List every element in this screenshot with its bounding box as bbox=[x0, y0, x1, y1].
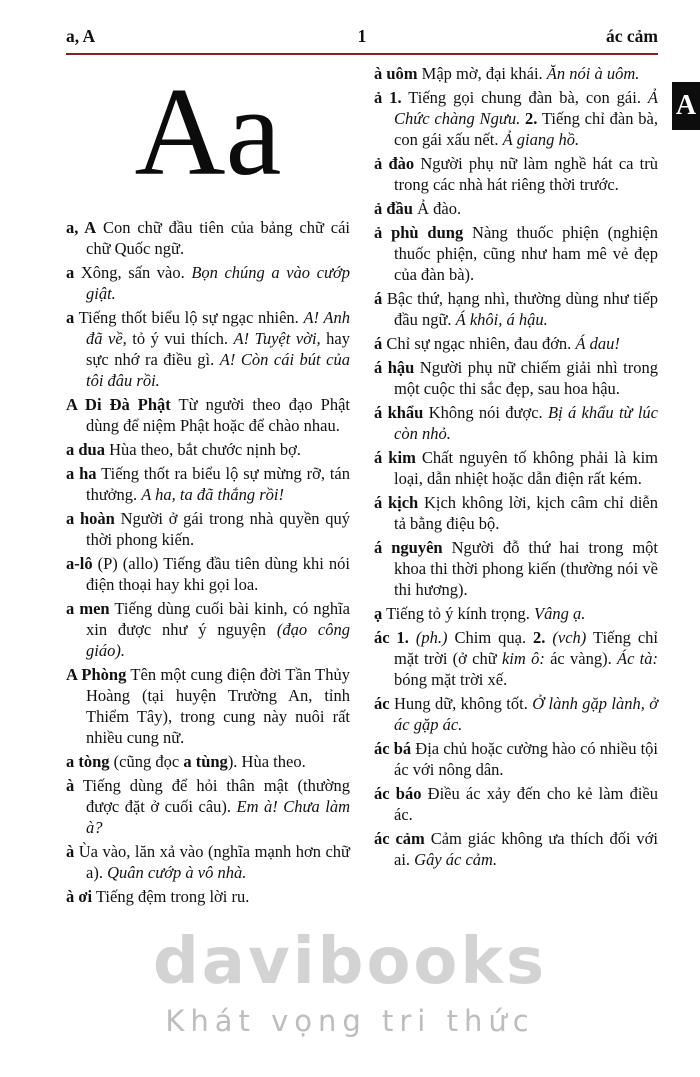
headword: á kịch bbox=[374, 493, 419, 512]
headword: a tòng bbox=[66, 751, 110, 771]
headword: a ha bbox=[66, 463, 97, 483]
dictionary-entry bbox=[66, 394, 350, 436]
definition-text: Người ở gái trong nhà quyền quý thời phong kiến. bbox=[86, 508, 350, 549]
definition-text: Ùa vào, lăn xả vào (nghĩa mạnh hơn chữ a). bbox=[74, 841, 350, 882]
headword: ác bá bbox=[374, 739, 412, 758]
dictionary-entry bbox=[66, 463, 350, 505]
definition-text: Xông, sấn vào. bbox=[74, 262, 192, 282]
definition-text: Chỉ sự ngạc nhiên, đau đớn. bbox=[382, 334, 576, 353]
headword: a tùng bbox=[183, 751, 228, 771]
dictionary-entry bbox=[374, 222, 658, 285]
headword: ả đào bbox=[374, 154, 415, 173]
headword: a bbox=[66, 307, 75, 327]
headword: á nguyên bbox=[374, 538, 443, 557]
guide-word-left: a, A bbox=[66, 26, 96, 46]
headword: ác 1. bbox=[374, 628, 409, 647]
example-text: Gây ác cảm. bbox=[414, 850, 498, 869]
example-text: A! Còn cái bút của tôi đâu rồi. bbox=[86, 349, 350, 390]
column-left bbox=[66, 63, 350, 910]
headword: à bbox=[66, 841, 75, 861]
dictionary-entry bbox=[66, 886, 350, 907]
definition-text: Tên một cung điện đời Tần Thủy Hoàng (tại huyện Trường An, tỉnh Thiểm Tây), trong cung này nuôi rất nhiều cung nữ. bbox=[86, 664, 350, 747]
definition-text: Con chữ đầu tiên của bảng chữ cái chữ Quốc ngữ. bbox=[86, 217, 350, 258]
definition-text: Điều ác xảy đến cho kẻ làm điều ác. bbox=[394, 784, 658, 824]
definition-text: Người phụ nữ làm nghề hát ca trù trong các nhà hát riêng thời trước. bbox=[394, 154, 658, 194]
dictionary-entry bbox=[66, 508, 350, 550]
dictionary-entry bbox=[374, 627, 658, 690]
headword: a hoàn bbox=[66, 508, 115, 528]
dictionary-entry bbox=[66, 775, 350, 838]
headword: ạ bbox=[374, 604, 383, 623]
definition-text: Tiếng dùng cuối bài kinh, có nghĩa xin được như ý nguyện bbox=[86, 598, 350, 639]
headword: á bbox=[374, 334, 383, 353]
watermark-logo: davibooks bbox=[152, 925, 548, 999]
column-right bbox=[374, 63, 658, 910]
definition-text: Chim quạ. bbox=[447, 628, 534, 647]
example-text: (ph.) bbox=[415, 628, 448, 647]
definition-text: (P) (allo) Tiếng đầu tiên dùng khi nói điện thoại hay khi gọi loa. bbox=[86, 553, 350, 594]
example-text: Ả giang hồ. bbox=[502, 130, 580, 149]
dictionary-entry bbox=[374, 492, 658, 534]
headword: ác báo bbox=[374, 784, 422, 803]
dictionary-entry bbox=[66, 598, 350, 661]
dictionary-entry bbox=[374, 402, 658, 444]
headword: ác bbox=[374, 694, 390, 713]
example-text: Ác tà: bbox=[616, 649, 658, 668]
dictionary-entry bbox=[66, 217, 350, 259]
headword: a dua bbox=[66, 439, 105, 459]
definition-text: Tiếng chỉ đàn bà, con gái xấu nết. bbox=[394, 109, 658, 149]
dictionary-entry bbox=[374, 357, 658, 399]
headword: 2. bbox=[533, 628, 546, 647]
example-text: Á dau! bbox=[575, 334, 620, 353]
headword: a-lô bbox=[66, 553, 93, 573]
dictionary-entry bbox=[374, 693, 658, 735]
definition-text: Cảm giác không ưa thích đối với ai. bbox=[394, 829, 658, 869]
definition-text: ). Hùa theo. bbox=[227, 751, 306, 771]
dictionary-entry bbox=[66, 553, 350, 595]
dictionary-entry bbox=[66, 439, 350, 460]
headword: 2. bbox=[520, 109, 538, 128]
headword: à ơi bbox=[66, 886, 93, 906]
dictionary-entry bbox=[374, 738, 658, 780]
example-text: Á khôi, á hậu. bbox=[455, 310, 548, 329]
example-text: Ở lành gặp lành, ở ác gặp ác. bbox=[394, 694, 658, 734]
example-text: Quân cướp à vô nhà. bbox=[107, 862, 247, 882]
headword: ác cảm bbox=[374, 829, 425, 848]
definition-text: Hung dữ, không tốt. bbox=[389, 694, 533, 713]
headword: ả đầu bbox=[374, 199, 413, 218]
thumb-tab-letter: A bbox=[675, 90, 697, 121]
headword: á bbox=[374, 289, 383, 308]
headword: ả phù dung bbox=[374, 223, 464, 242]
dictionary-entry bbox=[374, 87, 658, 150]
example-text: A! Anh đã về, bbox=[86, 307, 350, 348]
page-header bbox=[0, 0, 700, 51]
definition-text: ác vàng). bbox=[544, 649, 617, 668]
definition-text: Nàng thuốc phiện (nghiện thuốc phiện, cũng như ham mê vẻ đẹp của đàn bà). bbox=[394, 223, 658, 284]
dictionary-entry bbox=[374, 333, 658, 354]
dictionary-entry bbox=[66, 751, 350, 772]
definition-text: Chất nguyên tố không phải là kim loại, dẫn nhiệt hoặc dẫn điện rất kém. bbox=[394, 448, 658, 488]
headword: A Di Đà Phật bbox=[66, 394, 171, 414]
example-text: A! Tuyệt vời, bbox=[233, 328, 321, 348]
definition-text: Bậc thứ, hạng nhì, thường dùng như tiếp đầu ngữ. bbox=[382, 289, 658, 329]
dictionary-entry bbox=[374, 63, 658, 84]
definition-text: Địa chủ hoặc cường hào có nhiều tội ác với nông dân. bbox=[394, 739, 658, 779]
definition-text: Ả đào. bbox=[412, 199, 462, 218]
dictionary-entry bbox=[374, 153, 658, 195]
definition-text: Tiếng chỉ mặt trời (ở chữ bbox=[394, 628, 658, 668]
definition-text: hay sực nhớ ra điều gì. bbox=[86, 328, 350, 369]
page-number: 1 bbox=[357, 26, 367, 46]
section-letter-display: Aa bbox=[134, 63, 282, 202]
dictionary-entry bbox=[374, 828, 658, 870]
definition-text: Tiếng gọi chung đàn bà, con gái. bbox=[401, 88, 648, 107]
example-text: A ha, ta đã thắng rồi! bbox=[141, 484, 284, 504]
dictionary-entry bbox=[374, 603, 658, 624]
example-text: (vch) bbox=[552, 628, 587, 647]
dictionary-entry bbox=[66, 664, 350, 748]
definition-text: Không nói được. bbox=[423, 403, 548, 422]
headword: á hậu bbox=[374, 358, 415, 377]
headword: ả 1. bbox=[374, 88, 402, 107]
definition-text: bóng mặt trời xế. bbox=[394, 670, 508, 689]
dictionary-entry bbox=[66, 262, 350, 304]
example-text: Bọn chúng a vào cướp giật. bbox=[86, 262, 350, 303]
definition-text: Người đỗ thứ hai trong một khoa thi thời phong kiến (thường nói về thi hương). bbox=[394, 538, 658, 599]
headword: a men bbox=[66, 598, 110, 618]
headword: à uôm bbox=[374, 64, 418, 83]
definition-text: Tiếng đệm trong lời ru. bbox=[92, 886, 250, 906]
definition-text: Tiếng thốt ra biểu lộ sự mừng rỡ, tán thưởng. bbox=[86, 463, 350, 504]
headword: a bbox=[66, 262, 75, 282]
watermark bbox=[0, 925, 700, 1038]
text-columns bbox=[0, 55, 700, 910]
headword: A Phòng bbox=[66, 664, 127, 684]
definition-text: Kịch không lời, kịch câm chỉ diễn tả bằng điệu bộ. bbox=[394, 493, 659, 533]
example-text: kim ô: bbox=[501, 649, 545, 668]
definition-text: Tiếng dùng để hỏi thân mật (thường được đặt ở cuối câu). bbox=[74, 775, 350, 816]
headword: á kim bbox=[374, 448, 416, 467]
example-text: Ăn nói à uôm. bbox=[546, 64, 640, 83]
headword: á khẩu bbox=[374, 403, 424, 422]
headword: a, A bbox=[66, 217, 97, 237]
example-text: (đạo công giáo). bbox=[86, 619, 350, 660]
watermark-slogan: Khát vọng tri thức bbox=[165, 1004, 535, 1038]
definition-text: Hùa theo, bắt chước nịnh bợ. bbox=[104, 439, 301, 459]
dictionary-entry bbox=[374, 783, 658, 825]
dictionary-entry bbox=[374, 288, 658, 330]
definition-text: (cũng đọc bbox=[109, 751, 184, 771]
example-text: Vâng ạ. bbox=[533, 604, 586, 623]
dictionary-entry bbox=[66, 307, 350, 391]
definition-text: Người phụ nữ chiếm giải nhì trong một cuộc thi sắc đẹp, sau hoa hậu. bbox=[394, 358, 658, 398]
definition-text: tỏ ý vui thích. bbox=[126, 328, 234, 348]
definition-text: Từ người theo đạo Phật dùng để niệm Phật hoặc để chào nhau. bbox=[86, 394, 350, 435]
headword: à bbox=[66, 775, 75, 795]
letter-thumb-tab bbox=[672, 82, 700, 130]
definition-text: Tiếng tỏ ý kính trọng. bbox=[382, 604, 534, 623]
dictionary-entry bbox=[374, 537, 658, 600]
example-text: Em à! Chưa làm à? bbox=[86, 796, 350, 837]
example-text: Bị á khẩu từ lúc còn nhỏ. bbox=[394, 403, 658, 443]
dictionary-entry bbox=[374, 447, 658, 489]
dictionary-entry bbox=[66, 841, 350, 883]
dictionary-entry bbox=[374, 198, 658, 219]
guide-word-right: ác cảm bbox=[606, 26, 658, 46]
definition-text bbox=[409, 628, 416, 647]
definition-text: Mập mờ, đại khái. bbox=[417, 64, 547, 83]
definition-text: Tiếng thốt biểu lộ sự ngạc nhiên. bbox=[74, 307, 304, 327]
example-text: Ả Chức chàng Ngưu. bbox=[394, 88, 658, 128]
